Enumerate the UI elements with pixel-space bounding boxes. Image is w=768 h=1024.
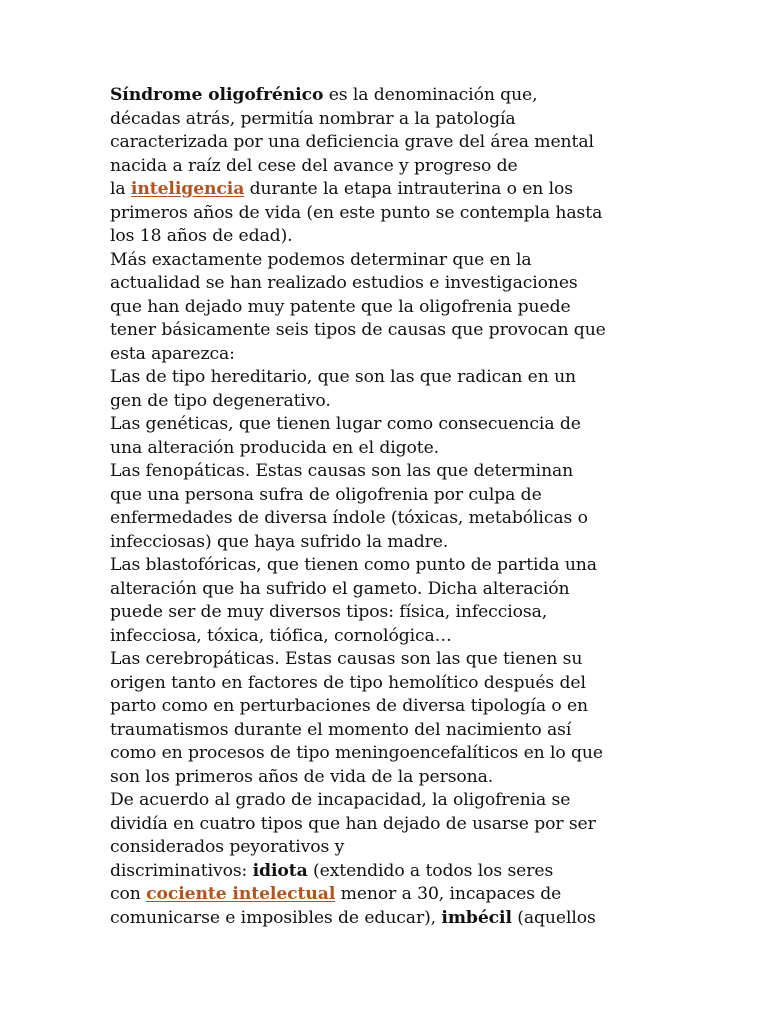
text-run: comunicarse e imposibles de educar), — [110, 907, 442, 928]
text-run: enfermedades de diversa índole (tóxicas, metabólicas o — [110, 508, 588, 528]
text-line — [110, 836, 670, 860]
text-run: como en procesos de tipo meningoencefalíticos en lo que — [110, 743, 603, 763]
text-line — [110, 907, 670, 931]
text-line — [110, 484, 670, 508]
text-line — [110, 343, 670, 367]
text-line — [110, 695, 670, 719]
text-line — [110, 272, 670, 296]
text-run: Las blastofóricas, que tienen como punto de partida una — [110, 555, 597, 575]
link-cociente-intelectual[interactable]: cociente intelectual — [146, 884, 336, 904]
text-run: dividía en cuatro tipos que han dejado de usarse por ser — [110, 813, 596, 834]
text-run: una alteración producida en el digote. — [110, 437, 440, 458]
term-imbecil: imbécil — [441, 907, 512, 928]
text-run: Las fenopáticas. Estas causas son las que determinan — [110, 461, 574, 481]
text-run: parto como en perturbaciones de diversa tipología o en — [110, 696, 589, 716]
text-line — [110, 601, 670, 625]
text-line — [110, 249, 670, 273]
text-run: con — [110, 884, 147, 904]
text-line — [110, 789, 670, 813]
text-line — [110, 507, 670, 531]
text-run: tener básicamente seis tipos de causas que provocan que — [110, 320, 606, 340]
text-run: que una persona sufra de oligofrenia por culpa de — [110, 484, 542, 505]
text-line — [110, 202, 670, 226]
text-run: esta aparezca: — [110, 343, 235, 364]
text-line — [110, 225, 670, 249]
text-run: menor a 30, incapaces de — [335, 884, 562, 904]
text-line — [110, 554, 670, 578]
text-run: considerados peyorativos y — [110, 837, 345, 857]
text-run: gen de tipo degenerativo. — [110, 390, 331, 411]
text-line — [110, 648, 670, 672]
text-run: discriminativos: — [110, 860, 253, 881]
text-line — [110, 178, 670, 202]
text-line — [110, 108, 670, 132]
text-run: puede ser de muy diversos tipos: física, infecciosa, — [110, 602, 548, 622]
text-run: la — [110, 179, 131, 199]
text-run: Las cerebropáticas. Estas causas son las que tienen su — [110, 649, 583, 669]
text-run: Las de tipo hereditario, que son las que radican en un — [110, 367, 577, 387]
link-inteligencia[interactable]: inteligencia — [130, 179, 245, 199]
text-run: primeros años de vida (en este punto se contempla hasta — [110, 202, 603, 223]
text-line — [110, 672, 670, 696]
text-run: décadas atrás, permitía nombrar a la patología — [110, 108, 516, 129]
text-run: origen tanto en factores de tipo hemolítico después del — [110, 672, 586, 693]
text-run: caracterizada por una deficiencia grave del área mental — [110, 132, 594, 152]
text-run: Las genéticas, que tienen lugar como consecuencia de — [110, 414, 581, 434]
text-line — [110, 460, 670, 484]
text-run: durante la etapa intrauterina o en los — [244, 179, 573, 199]
text-line — [110, 413, 670, 437]
text-line — [110, 742, 670, 766]
text-line — [110, 84, 670, 108]
text-run: alteración que ha sufrido el gameto. Dicha alteración — [110, 578, 570, 599]
text-run: nacida a raíz del cese del avance y progreso de — [110, 155, 518, 176]
term-sindrome-oligofrenico: Síndrome oligofrénico — [110, 85, 324, 105]
text-line — [110, 390, 670, 414]
text-line — [110, 766, 670, 790]
text-line — [110, 719, 670, 743]
text-line — [110, 131, 670, 155]
text-run: infecciosa, tóxica, tiófica, cornológica… — [110, 625, 452, 646]
text-line — [110, 155, 670, 179]
text-run: (extendido a todos los seres — [307, 860, 554, 881]
text-line — [110, 883, 670, 907]
text-run: actualidad se han realizado estudios e investigaciones — [110, 273, 578, 293]
text-line — [110, 296, 670, 320]
text-run: (aquellos — [511, 907, 596, 928]
text-run: infecciosas) que haya sufrido la madre. — [110, 531, 449, 552]
text-run: los 18 años de edad). — [110, 226, 293, 246]
text-run: son los primeros años de vida de la persona. — [110, 766, 494, 787]
text-line — [110, 366, 670, 390]
text-run: es la denominación que, — [323, 85, 538, 105]
text-line — [110, 531, 670, 555]
text-line — [110, 625, 670, 649]
text-run: traumatismos durante el momento del nacimiento así — [110, 719, 572, 740]
text-line — [110, 860, 670, 884]
text-run: De acuerdo al grado de incapacidad, la oligofrenia se — [110, 790, 571, 810]
document-body — [110, 84, 670, 930]
text-line — [110, 813, 670, 837]
text-line — [110, 319, 670, 343]
text-line — [110, 437, 670, 461]
text-line — [110, 578, 670, 602]
term-idiota: idiota — [252, 860, 308, 881]
text-run: Más exactamente podemos determinar que en la — [110, 249, 532, 270]
text-run: que han dejado muy patente que la oligofrenia puede — [110, 296, 571, 317]
